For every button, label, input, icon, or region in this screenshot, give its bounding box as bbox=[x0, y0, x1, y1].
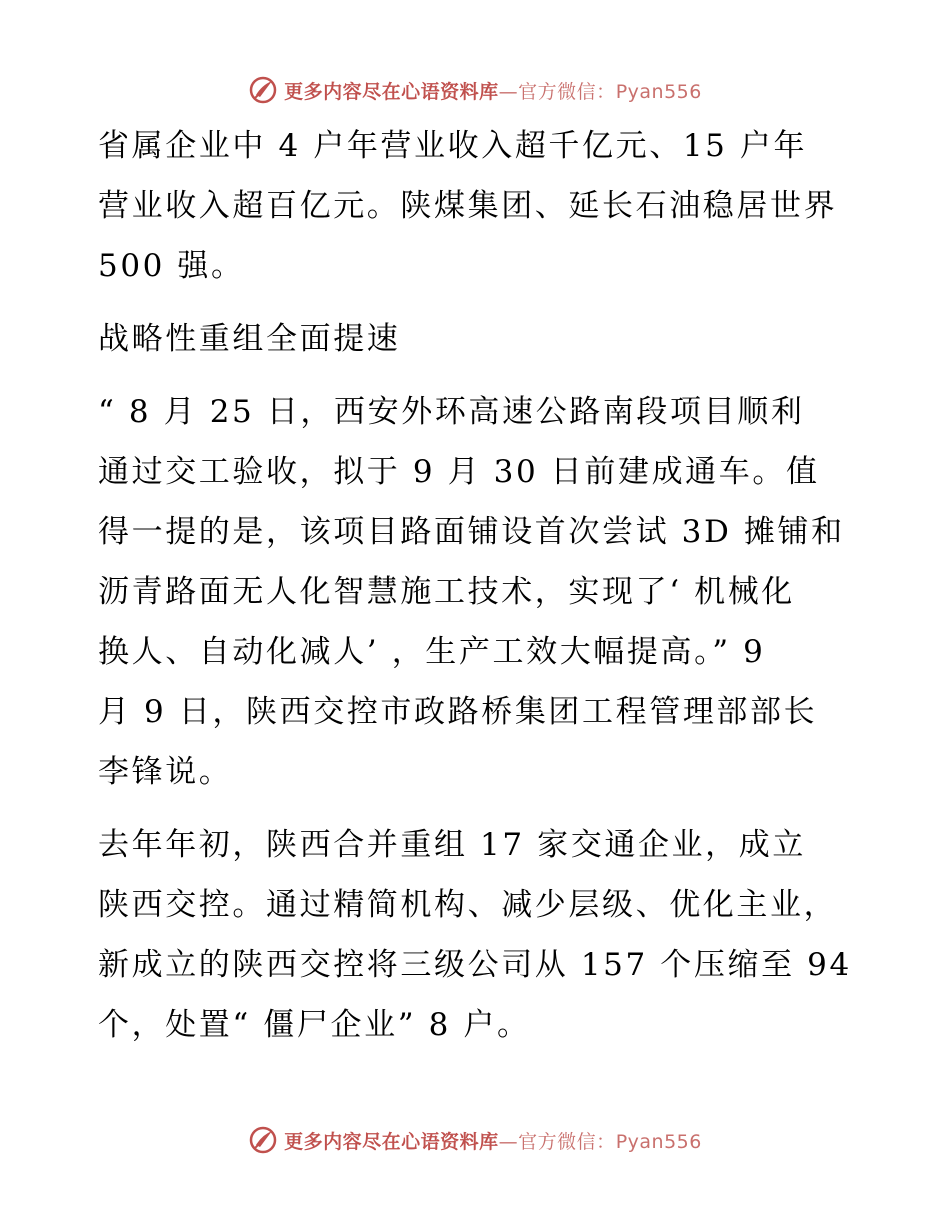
paragraph-1 bbox=[98, 116, 858, 296]
text-line: 换人、自动化减人’ ，生产工效大幅提高。” 9 bbox=[98, 634, 766, 670]
footer-watermark bbox=[0, 1120, 950, 1160]
text-line: 陕西交控。通过精简机构、减少层级、优化主业， bbox=[98, 887, 838, 923]
watermark-wechat-id: Pyan556 bbox=[615, 80, 702, 103]
watermark-brand: 更多内容尽在心语资料库 bbox=[284, 80, 499, 103]
document-body bbox=[98, 116, 858, 1055]
watermark-contact: 官方微信： bbox=[518, 1130, 616, 1153]
text-line: 通过交工验收，拟于 9 月 30 日前建成通车。值 bbox=[98, 454, 820, 490]
text-line: 月 9 日，陕西交控市政路桥集团工程管理部部长 bbox=[98, 694, 818, 730]
paragraph-2 bbox=[98, 382, 858, 802]
text-line: 李锋说。 bbox=[98, 754, 233, 790]
section-heading bbox=[98, 309, 858, 369]
watermark-text bbox=[284, 77, 702, 104]
text-line: 沥青路面无人化智慧施工技术，实现了‘ 机械化 bbox=[98, 574, 795, 610]
watermark-contact: 官方微信： bbox=[518, 80, 616, 103]
text-line: 500 强。 bbox=[98, 248, 245, 284]
text-line: 营业收入超百亿元。陕煤集团、延长石油稳居世界 bbox=[98, 188, 838, 224]
text-line: 省属企业中 4 户年营业收入超千亿元、15 户年 bbox=[98, 128, 808, 164]
text-line: 战略性重组全面提速 bbox=[98, 321, 401, 357]
watermark-text bbox=[284, 1127, 702, 1154]
paragraph-3 bbox=[98, 815, 858, 1055]
watermark-brand: 更多内容尽在心语资料库 bbox=[284, 1130, 499, 1153]
watermark-separator: — bbox=[498, 1130, 519, 1153]
text-line: 得一提的是，该项目路面铺设首次尝试 3D 摊铺和 bbox=[98, 514, 845, 550]
quill-logo-icon bbox=[248, 75, 278, 105]
watermark-separator: — bbox=[498, 80, 519, 103]
quill-logo-icon bbox=[248, 1125, 278, 1155]
text-line: 个，处置“ 僵尸企业” 8 户。 bbox=[98, 1007, 531, 1043]
text-line: “ 8 月 25 日，西安外环高速公路南段项目顺利 bbox=[98, 394, 805, 430]
watermark-wechat-id: Pyan556 bbox=[615, 1130, 702, 1153]
text-line: 新成立的陕西交控将三级公司从 157 个压缩至 94 bbox=[98, 947, 852, 983]
text-line: 去年年初，陕西合并重组 17 家交通企业，成立 bbox=[98, 827, 806, 863]
header-watermark bbox=[0, 70, 950, 110]
